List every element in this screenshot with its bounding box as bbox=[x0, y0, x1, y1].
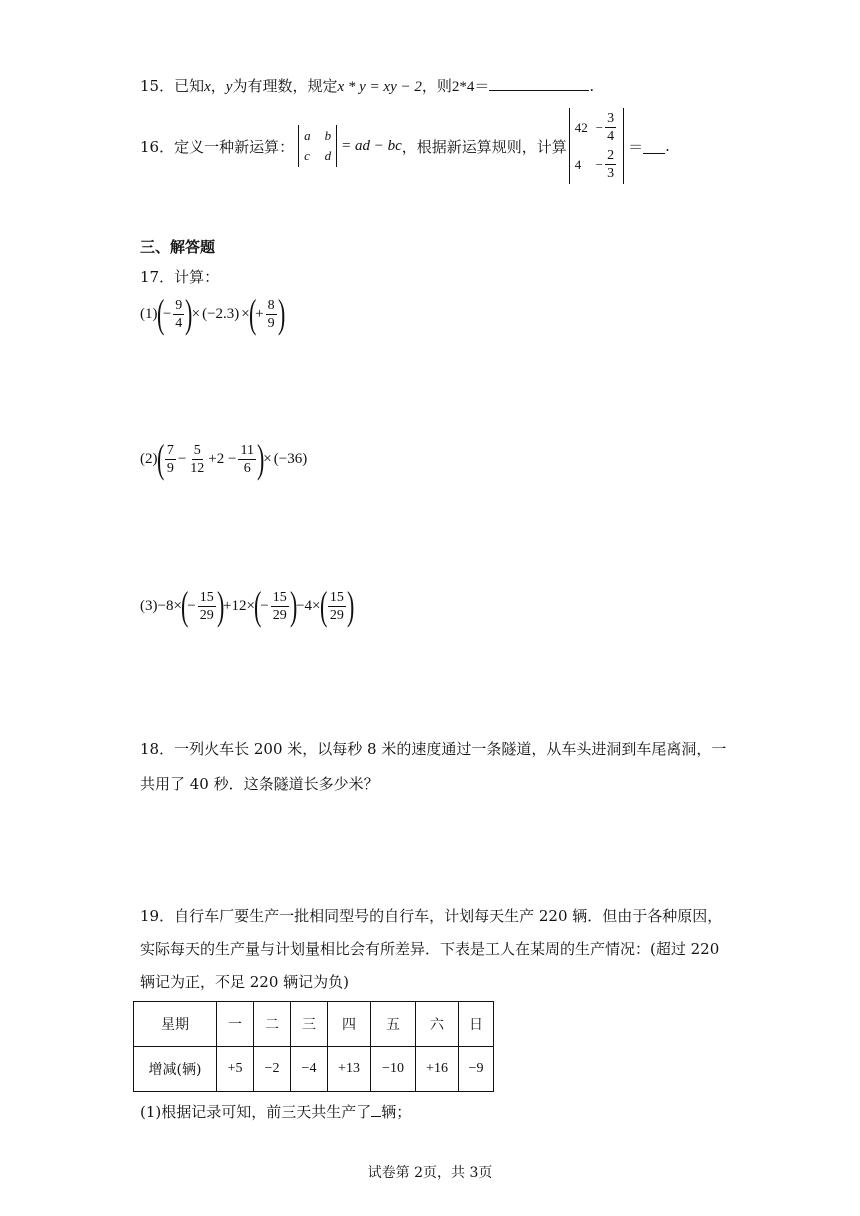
determinant-to-compute: 42 − $\frac{3}{4}$ 4 − $\frac{2}{3}$ bbox=[569, 108, 624, 184]
table-cell: 二 bbox=[254, 1002, 291, 1047]
q17-part3: (3) −8× ( − $\frac{15}{29}$ ) +12× ( − $\frac{15}{29}$ ) −4× ( $\frac{15}{29}$ ) bbox=[140, 583, 355, 628]
answer-blank bbox=[643, 139, 665, 154]
table-cell: 星期 bbox=[134, 1002, 217, 1047]
question-17-label: 17．计算： bbox=[140, 268, 220, 286]
question-19-line3: 辆记为正，不足 220 辆记为负) bbox=[140, 973, 350, 991]
table-cell: −9 bbox=[459, 1047, 494, 1092]
page-footer: 试卷第 2页，共 3页 bbox=[367, 1165, 493, 1181]
table-cell: +5 bbox=[217, 1047, 254, 1092]
answer-blank bbox=[371, 1102, 381, 1117]
question-number: 15． bbox=[140, 77, 175, 95]
answer-blank bbox=[489, 76, 589, 91]
production-table bbox=[133, 1001, 494, 1092]
q17-part2: (2) ( $\frac{7}{9}$ − $\frac{5}{12}$ +2 − $\frac{11}{6}$ ) × (−36) bbox=[140, 436, 308, 481]
table-cell: −4 bbox=[291, 1047, 328, 1092]
table-cell: −2 bbox=[254, 1047, 291, 1092]
question-number: 16． bbox=[140, 137, 175, 156]
question-18-line1: 18．一列火车长 200 米，以每秒 8 米的速度通过一条隧道，从车头进洞到车尾离洞，一 bbox=[140, 740, 727, 758]
question-19-line2: 实际每天的生产量与计划量相比会有所差异．下表是工人在某周的生产情况：(超过 220 bbox=[140, 940, 720, 958]
question-15: 15．已知x，y为有理数，规定x * y = xy − 2，则2*4＝ . bbox=[140, 77, 595, 95]
table-cell: 五 bbox=[371, 1002, 416, 1047]
section-heading: 三、解答题 bbox=[140, 238, 216, 256]
operation-definition: x * y = xy − 2 bbox=[337, 79, 422, 95]
question-19-sub1: (1)根据记录可知，前三天共生产了 辆； bbox=[140, 1103, 412, 1121]
table-cell: 六 bbox=[416, 1002, 459, 1047]
table-cell: +16 bbox=[416, 1047, 459, 1092]
table-cell: 三 bbox=[291, 1002, 328, 1047]
question-18-line2: 共用了 40 秒．这条隧道长多少米？ bbox=[140, 775, 379, 793]
table-header-row bbox=[134, 1002, 494, 1047]
table-cell: 日 bbox=[459, 1002, 494, 1047]
question-16: 16． 定义一种新运算： a b c d = ad − bc ，根据新运算规则，计算 42 − $\frac{3}{4}$ 4 − $\frac{2}{3}$ ＝ . bbox=[140, 108, 670, 184]
table-row bbox=[134, 1047, 494, 1092]
table-cell: 一 bbox=[217, 1002, 254, 1047]
table-cell: 增减(辆) bbox=[134, 1047, 217, 1092]
determinant-definition: a b c d bbox=[298, 125, 337, 167]
question-19-line1: 19．自行车厂要生产一批相同型号的自行车，计划每天生产 220 辆．但由于各种原因， bbox=[140, 907, 723, 925]
q17-part1: (1) ( − $\frac{9}{4}$ ) × (−2.3) × ( + $\frac{8}{9}$ ) bbox=[140, 291, 285, 336]
table-cell: +13 bbox=[328, 1047, 371, 1092]
table-cell: 四 bbox=[328, 1002, 371, 1047]
table-cell: −10 bbox=[371, 1047, 416, 1092]
